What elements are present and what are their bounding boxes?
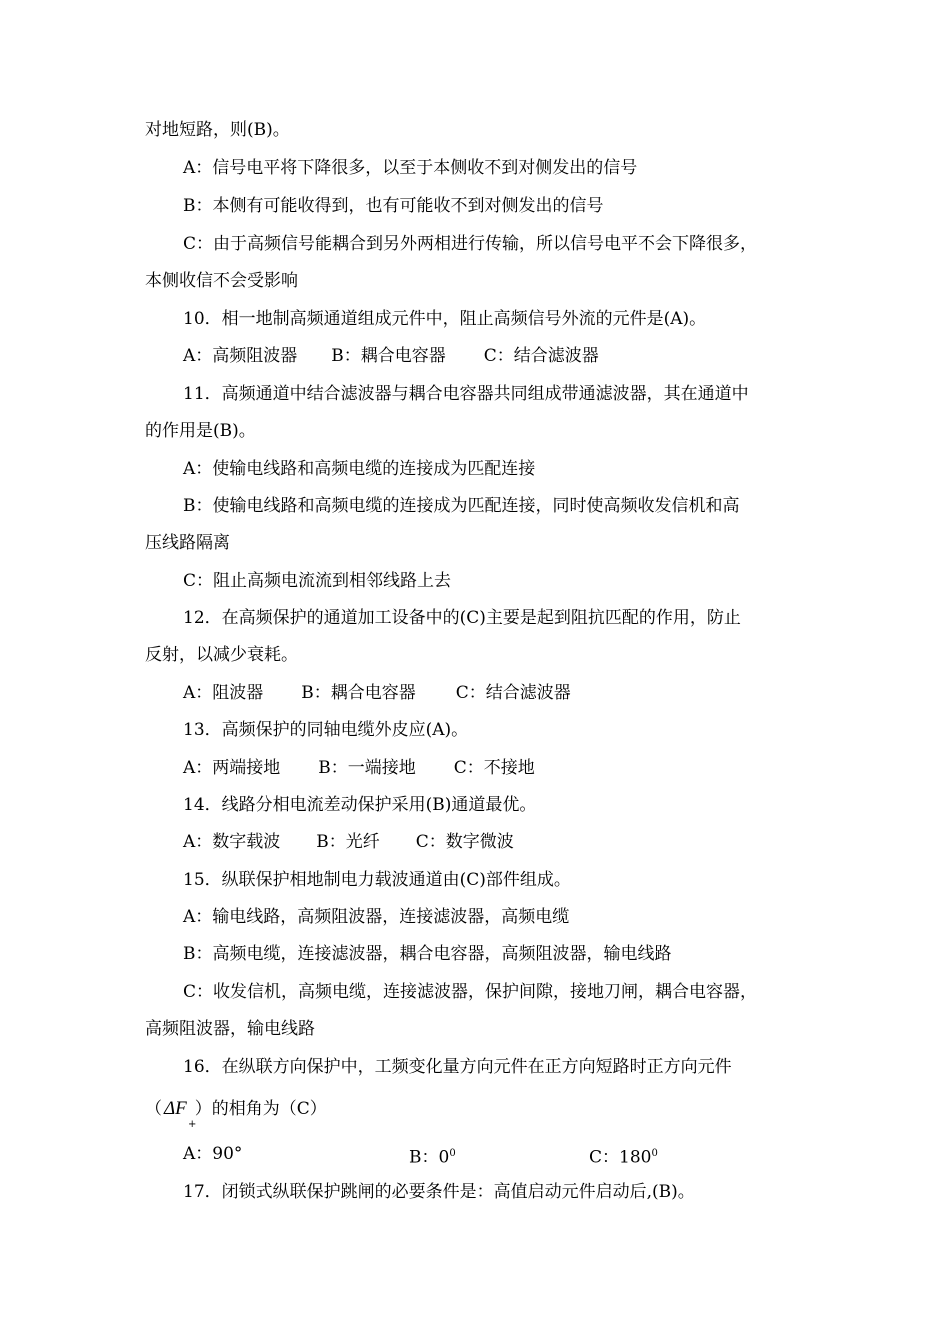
question-10: 10．相一地制高频通道组成元件中，阻止高频信号外流的元件是(A)。 xyxy=(183,309,707,329)
options-row-14 xyxy=(183,831,514,853)
option-line: C：由于高频信号能耦合到另外两相进行传输，所以信号电平不会下降很多， xyxy=(183,234,758,254)
question-14: 14．线路分相电流差动保护采用(B)通道最优。 xyxy=(183,795,537,815)
option-a: A：高频阻波器 xyxy=(183,346,298,366)
text-line: 的作用是(B)。 xyxy=(145,421,256,441)
option-line: C：阻止高频电流流到相邻线路上去 xyxy=(183,571,452,591)
option-b: B：$0^0$ xyxy=(409,1147,456,1168)
option-c: C：数字微波 xyxy=(415,832,514,852)
question-15: 15．纵联保护相地制电力载波通道由(C)部件组成。 xyxy=(183,870,571,890)
options-row-12 xyxy=(183,682,571,704)
option-line: A：使输电线路和高频电缆的连接成为匹配连接 xyxy=(183,459,536,479)
option-b: B：一端接地 xyxy=(318,758,416,778)
formula-tail: ）的相角为（C） xyxy=(194,1099,327,1119)
option-line: B：本侧有可能收得到，也有可能收不到对侧发出的信号 xyxy=(183,196,604,216)
text-line: 对地短路，则(B)。 xyxy=(145,120,290,140)
formula-line xyxy=(145,1098,327,1120)
option-c: C：$180^0$ xyxy=(589,1147,658,1168)
option-a: A：阻波器 xyxy=(183,683,264,703)
question-16: 16．在纵联方向保护中，工频变化量方向元件在正方向短路时正方向元件 xyxy=(183,1057,732,1077)
question-11: 11．高频通道中结合滤波器与耦合电容器共同组成带通滤波器，其在通道中 xyxy=(183,384,749,404)
question-17: 17．闭锁式纵联保护跳闸的必要条件是：高值启动元件启动后,(B)。 xyxy=(183,1182,695,1202)
option-a: A：两端接地 xyxy=(183,758,281,778)
text-line: 反射，以减少衰耗。 xyxy=(145,645,298,665)
option-line: C：收发信机，高频电缆，连接滤波器，保护间隙，接地刀闸，耦合电容器， xyxy=(183,982,758,1002)
option-b: B：光纤 xyxy=(316,832,380,852)
options-row-10 xyxy=(183,345,599,367)
option-c: C：不接地 xyxy=(453,758,535,778)
options-row-13 xyxy=(183,757,535,779)
formula-subscript: + xyxy=(188,1119,197,1130)
question-12: 12．在高频保护的通道加工设备中的(C)主要是起到阻抗匹配的作用，防止 xyxy=(183,608,741,628)
option-a: A：数字载波 xyxy=(183,832,281,852)
option-line: B：高频电缆，连接滤波器，耦合电容器，高频阻波器，输电线路 xyxy=(183,944,672,964)
text-line: 压线路隔离 xyxy=(145,533,230,553)
option-line: A：信号电平将下降很多，以至于本侧收不到对侧发出的信号 xyxy=(183,158,638,178)
option-c: C：结合滤波器 xyxy=(483,346,599,366)
open-paren: （ xyxy=(145,1099,162,1119)
option-c: C：结合滤波器 xyxy=(455,683,571,703)
option-line: B：使输电线路和高频电缆的连接成为匹配连接，同时使高频收发信机和高 xyxy=(183,496,740,516)
option-a: A：90° xyxy=(183,1144,243,1164)
option-b: B：耦合电容器 xyxy=(301,683,416,703)
text-line: 高频阻波器，输电线路 xyxy=(145,1019,315,1039)
text-line: 本侧收信不会受影响 xyxy=(145,271,298,291)
option-line: A：输电线路，高频阻波器，连接滤波器，高频电缆 xyxy=(183,907,570,927)
option-b: B：耦合电容器 xyxy=(331,346,446,366)
delta-f-formula: ΔF xyxy=(164,1098,187,1119)
question-13: 13．高频保护的同轴电缆外皮应(A)。 xyxy=(183,720,469,740)
